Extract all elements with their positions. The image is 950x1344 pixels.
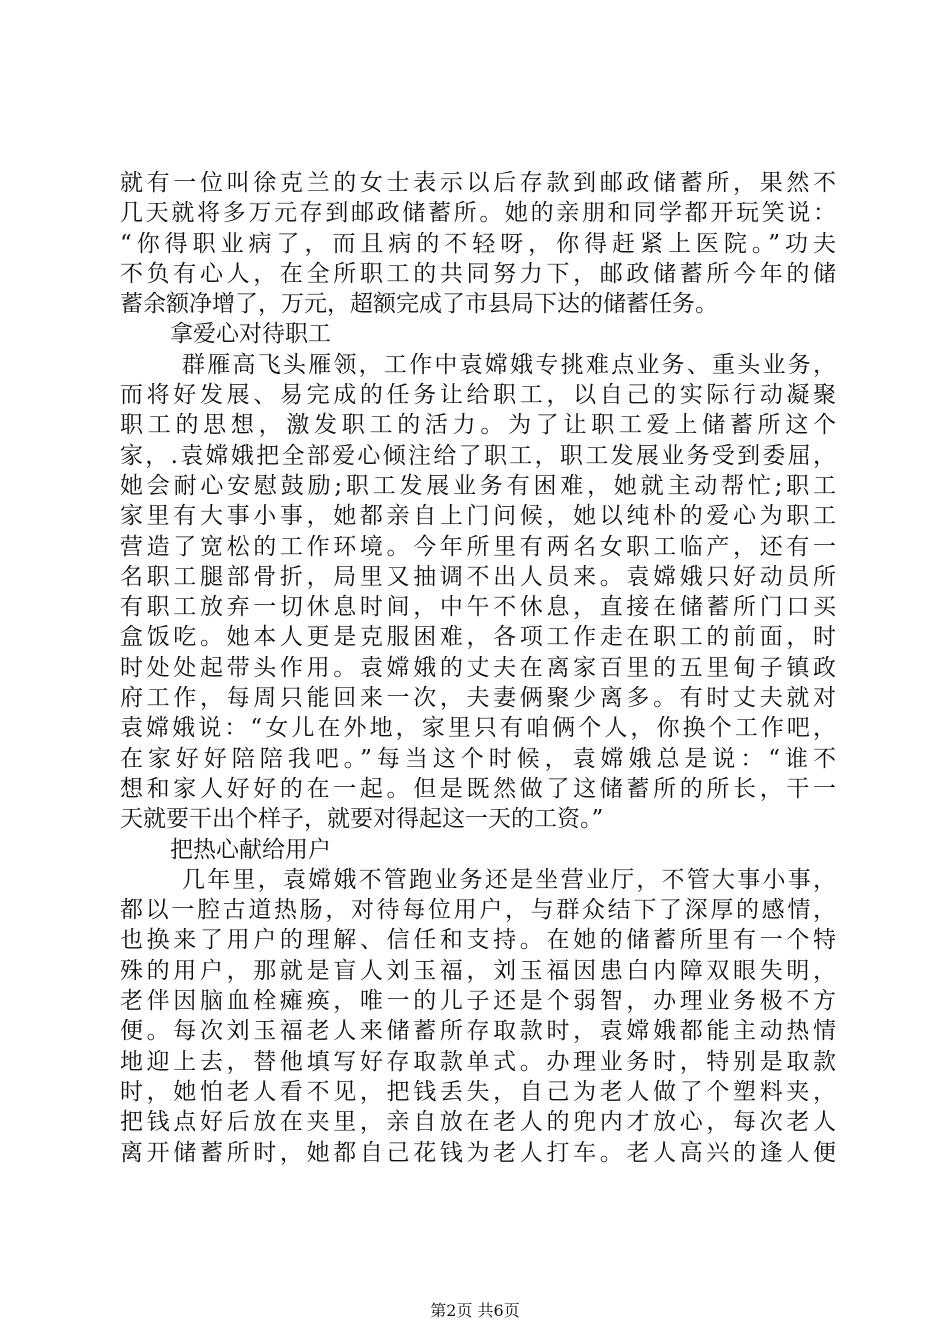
text-line: 把热心献给用户 — [170, 836, 331, 863]
text-line: 便。每次刘玉福老人来储蓄所存取款时，袁嫦娥都能主动热情 — [120, 1018, 836, 1045]
text-line: 时，她怕老人看不见，把钱丢失，自己为老人做了个塑料夹， — [120, 1078, 836, 1105]
text-line: 蓄余额净增了，万元，超额完成了市县局下达的储蓄任务。 — [120, 291, 718, 318]
text-line: 有职工放弃一切休息时间，中午不休息，直接在储蓄所门口买 — [120, 594, 836, 621]
text-line: 天就要干出个样子，就要对得起这一天的工资。” — [120, 806, 604, 833]
text-line: 袁嫦娥说：“女儿在外地，家里只有咱俩个人，你换个工作吧， — [120, 715, 836, 742]
text-line: 府工作，每周只能回来一次，夫妻俩聚少离多。有时丈夫就对 — [120, 685, 836, 712]
text-line: 名职工腿部骨折，局里又抽调不出人员来。袁嫦娥只好动员所 — [120, 563, 836, 590]
text-line: 也换来了用户的理解、信任和支持。在她的储蓄所里有一个特 — [120, 927, 836, 954]
text-line: 拿爱心对待职工 — [170, 321, 331, 348]
page-number-footer: 第2页 共6页 — [430, 1301, 520, 1320]
body-text — [120, 168, 836, 1168]
text-line: “你得职业病了，而且病的不轻呀，你得赶紧上医院。”功夫 — [120, 230, 836, 257]
text-line: 不负有心人，在全所职工的共同努力下，邮政储蓄所今年的储 — [120, 260, 836, 287]
text-line: 营造了宽松的工作环境。今年所里有两名女职工临产，还有一 — [120, 533, 836, 560]
text-line: 想和家人好好的在一起。但是既然做了这储蓄所的所长，干一 — [120, 775, 836, 802]
text-line: 职工的思想，激发职工的活力。为了让职工爱上储蓄所这个 — [120, 412, 836, 439]
text-line: 几年里，袁嫦娥不管跑业务还是坐营业厅，不管大事小事， — [182, 866, 836, 893]
text-line: 地迎上去，替他填写好存取款单式。办理业务时，特别是取款 — [120, 1048, 836, 1075]
text-line: 而将好发展、易完成的任务让给职工，以自己的实际行动凝聚 — [120, 382, 836, 409]
text-line: 家里有大事小事，她都亲自上门问候，她以纯朴的爱心为职工 — [120, 503, 836, 530]
text-line: 就有一位叫徐克兰的女士表示以后存款到邮政储蓄所，果然不 — [120, 170, 836, 196]
text-line: 家，.袁嫦娥把全部爱心倾注给了职工，职工发展业务受到委屈， — [120, 442, 836, 469]
text-line: 几天就将多万元存到邮政储蓄所。她的亲朋和同学都开玩笑说： — [120, 200, 836, 227]
text-line: 离开储蓄所时，她都自己花钱为老人打车。老人高兴的逢人便 — [120, 1139, 836, 1166]
text-line: 把钱点好后放在夹里，亲自放在老人的兜内才放心，每次老人 — [120, 1109, 836, 1136]
text-line: 在家好好陪陪我吧。”每当这个时候，袁嫦娥总是说：“谁不 — [120, 745, 836, 772]
text-line: 殊的用户，那就是盲人刘玉福，刘玉福因患白内障双眼失明， — [120, 957, 836, 984]
text-line: 群雁高飞头雁领，工作中袁嫦娥专挑难点业务、重头业务， — [182, 351, 836, 378]
text-line: 盒饭吃。她本人更是克服困难，各项工作走在职工的前面，时 — [120, 624, 836, 651]
text-line: 都以一腔古道热肠，对待每位用户，与群众结下了深厚的感情， — [120, 897, 836, 924]
text-line: 她会耐心安慰鼓励;职工发展业务有困难，她就主动帮忙;职工 — [120, 472, 836, 499]
text-line: 时处处起带头作用。袁嫦娥的丈夫在离家百里的五里甸子镇政 — [120, 654, 836, 681]
text-line: 老伴因脑血栓瘫痪，唯一的儿子还是个弱智，办理业务极不方 — [120, 988, 836, 1015]
